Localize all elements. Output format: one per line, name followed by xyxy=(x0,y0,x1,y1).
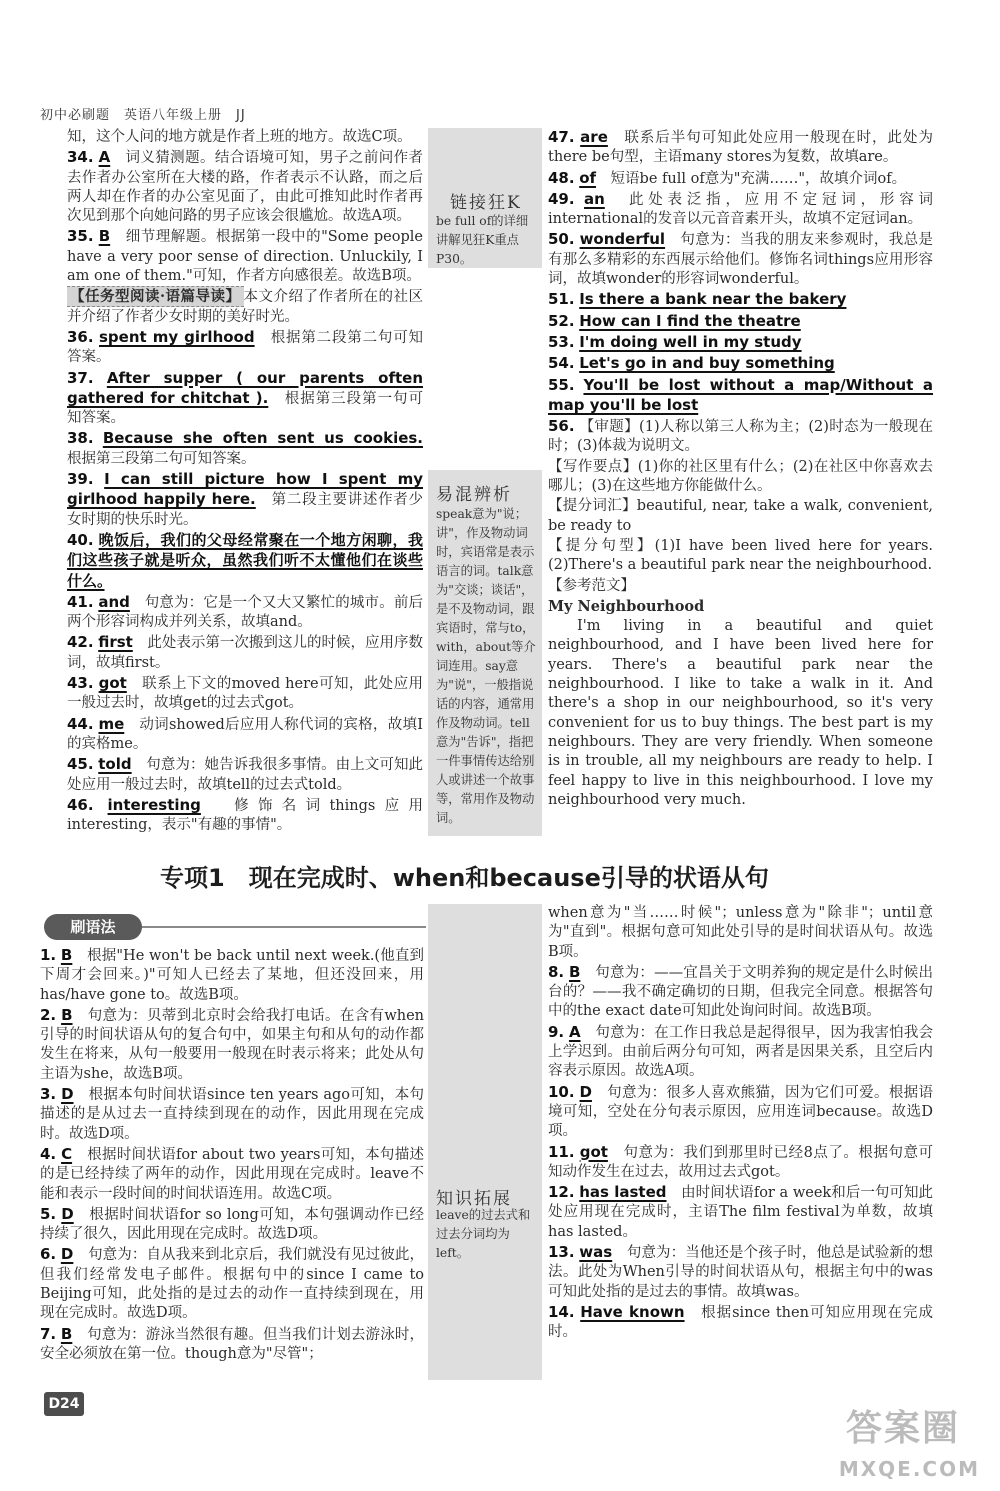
item-number: 12. xyxy=(548,1183,575,1202)
item-number: 54. xyxy=(548,354,575,373)
item-number: 6. xyxy=(40,1245,57,1264)
item-explanation: 句意为：她告诉我很多事情。由上文可知此处应用一般过去时，故填tell的过去式told。 xyxy=(67,757,424,793)
grammar-badge: 刷语法 xyxy=(44,914,142,940)
answer-item xyxy=(548,190,933,230)
item-explanation: 【参考范文】 xyxy=(548,577,635,594)
right-column-bottom xyxy=(548,904,933,1344)
item-number: 56. xyxy=(548,417,575,436)
page-header: 初中必刷题 英语八年级上册 JJ xyxy=(40,108,246,123)
item-answer: C xyxy=(61,1144,73,1163)
item-answer: me xyxy=(98,714,125,733)
answer-item xyxy=(67,755,423,795)
answer-item xyxy=(548,963,933,1022)
item-explanation: 知，这个人问的地方就是作者上班的地方。故选C项。 xyxy=(67,129,412,145)
item-answer: B xyxy=(60,1324,73,1343)
answer-item xyxy=(67,674,423,714)
item-number: 38. xyxy=(67,429,94,448)
item-explanation: 句意为：当我的朋友来参观时，我总是有那么多精彩的东西展示给他们。修饰名词things应用形容词，故填wonder的形容词wonderful。 xyxy=(548,232,934,288)
answer-item xyxy=(548,497,933,536)
item-number: 41. xyxy=(67,592,94,611)
item-number: 10. xyxy=(548,1082,575,1101)
item-explanation: 【提分词汇】beautiful, near, take a walk, convenient, be ready to xyxy=(548,498,933,534)
sidebar-extension xyxy=(428,904,542,1380)
item-answer: got xyxy=(98,674,127,693)
item-answer: first xyxy=(98,633,133,652)
item-answer: D xyxy=(579,1082,592,1101)
item-answer: wonderful xyxy=(579,230,666,249)
item-explanation: 根据本句时间状语since ten years ago可知，本句描述的是从过去一直持续到现在的动作，因此用现在完成时。故选D项。 xyxy=(40,1087,425,1142)
answer-item xyxy=(548,128,933,168)
answer-item xyxy=(67,328,423,368)
left-column-top xyxy=(67,128,423,836)
item-number: 49. xyxy=(548,189,575,208)
item-number: 5. xyxy=(40,1204,57,1223)
item-answer: A xyxy=(568,1022,581,1041)
item-number: 55. xyxy=(548,375,575,394)
item-number: 51. xyxy=(548,290,575,309)
item-explanation: 句意为：——宜昌关于文明养狗的规定是什么时候出台的？——我不确定确切的日期，但我完全同意。根据答句中的the exact date可知此处询问时间。故选B项。 xyxy=(548,964,934,1020)
answer-item xyxy=(548,1023,933,1082)
item-answer: 晚饭后，我们的父母经常聚在一个地方闲聊，我们这些孩子就是听众，虽然我们听不太懂他们在谈些什么。 xyxy=(67,530,423,590)
item-explanation: 根据时间状语for so long可知，本句强调动作已经持续了很久，因此用现在完成时。故选D项。 xyxy=(40,1206,425,1243)
sidebar-link-title: 链接狂K xyxy=(450,193,522,213)
item-answer: D xyxy=(60,1245,74,1264)
item-explanation: 句意为：我们到那里时已经8点了。根据句意可知动作发生在过去，故用过去式got。 xyxy=(548,1144,933,1180)
item-answer: D xyxy=(61,1085,74,1104)
essay-body: I'm living in a beautiful and quiet neighbourhood, and I have been lived here for years. There's a beautiful park near the neighbourhood. I like to take a walk in it. And there's a shop in our neighbourhood, so it's very convenient for us to buy things. The best part is my neighbours. They are very friendly. When someone is in trouble, all my neighbours are ready to help. I feel happy to live in this neighbourhood. I love my neighbourhood very much. xyxy=(548,618,933,808)
item-answer: B xyxy=(568,962,581,981)
item-answer: B xyxy=(98,227,111,246)
badge-divider xyxy=(142,926,426,928)
item-answer: got xyxy=(579,1142,608,1161)
item-answer: are xyxy=(580,128,608,146)
answer-item xyxy=(40,946,424,1005)
item-explanation: 根据"He won't be back until next week.(他直到下周才会回来。)"可知人已经去了某地，但还没回来，用has/have gone to。故选B项。 xyxy=(40,948,425,1003)
item-explanation: 【写作要点】(1)你的社区里有什么；(2)在社区中你喜欢去哪儿；(3)在这些地方你能做什么。 xyxy=(548,458,933,495)
item-explanation: 【提分句型】(1)I have been lived here for years. (2)There's a beautiful park near the neighbourhood. xyxy=(548,537,933,574)
item-number: 3. xyxy=(40,1085,57,1104)
page-number: D24 xyxy=(44,1392,84,1416)
item-answer: Is there a bank near the bakery xyxy=(579,290,847,309)
item-explanation: 根据时间状语for about two years可知，本句描述的是已经持续了两年的动作，因此用现在完成时。leave不能和表示一段时间的时间状语连用。故选C项。 xyxy=(40,1146,425,1202)
item-explanation: 句意为：很多人喜欢熊猫，因为它们可爱。根据语境可知，空处在分句表示原因，应用连词because。故选D项。 xyxy=(548,1084,933,1140)
item-number: 13. xyxy=(548,1243,575,1262)
answer-item xyxy=(548,1183,933,1242)
item-number: 43. xyxy=(67,674,94,693)
sidebar-confusables-text: speak意为"说；讲"，作及物动词时，宾语常是表示语言的词。talk意为"交谈；谈话"，是不及物动词，跟宾语时，常与to，with，about等介词连用。say意为"说"，一般指说话的内容，通常用作及物动词。tell意为"告诉"，指把一件事情传达给别人或讲述一个故事等，常用作及物动词。 xyxy=(436,507,536,825)
answer-item xyxy=(548,169,933,189)
item-explanation: 本文介绍了作者所在的社区并介绍了作者少女时期的美好时光。 xyxy=(67,289,423,325)
answer-item xyxy=(40,1085,424,1144)
answer-item xyxy=(548,458,933,497)
answer-item xyxy=(548,1303,933,1343)
item-number: 46. xyxy=(67,795,94,814)
item-number: 1. xyxy=(40,946,57,964)
item-answer: Because she often sent us cookies. xyxy=(102,429,424,448)
item-number: 53. xyxy=(548,332,575,351)
sidebar-extension-title: 知识拓展 xyxy=(436,1189,512,1209)
item-number: 4. xyxy=(40,1144,57,1163)
item-answer: has lasted xyxy=(579,1183,667,1202)
item-answer: I can still picture how I spent my girlhood happily here. xyxy=(67,470,423,509)
item-answer: and xyxy=(98,592,130,611)
answer-item xyxy=(67,148,423,226)
sidebar-extension-text: leave的过去式和过去分词均为left。 xyxy=(436,1208,531,1260)
item-answer: After supper ( our parents often gathered for chitchat ). xyxy=(67,368,424,407)
item-number: 9. xyxy=(548,1022,565,1041)
item-number: 48. xyxy=(548,168,575,187)
item-answer: Have known xyxy=(580,1302,685,1321)
item-answer: I'm doing well in my study xyxy=(579,332,802,351)
item-explanation: 句意为：游泳当然很有趣。但当我们计划去游泳时，安全必须放在第一位。though意为"尽管"； xyxy=(40,1326,425,1362)
answer-item xyxy=(548,417,933,457)
item-number: 52. xyxy=(548,311,575,330)
answer-item xyxy=(67,369,423,429)
item-number: 35. xyxy=(67,227,94,246)
item-answer: A xyxy=(98,148,111,167)
left-column-bottom xyxy=(40,946,424,1365)
answer-item xyxy=(548,904,933,962)
item-answer: spent my girlhood xyxy=(99,327,255,346)
answer-item xyxy=(40,1205,424,1245)
item-number: 36. xyxy=(67,327,94,346)
item-explanation: when意为"当……时候"；unless意为"除非"；until意为"直到"。根据句意可知此处引导的是时间状语从句。故选B项。 xyxy=(548,905,933,960)
item-explanation: 细节理解题。根据第一段中的"Some people have a very poor sense of direction. Unluckily, I am one of them."可知，作者方向感很差。故选B项。 xyxy=(67,229,423,285)
item-explanation: 根据第二段第二句可知答案。 xyxy=(67,329,424,366)
answer-item xyxy=(548,537,933,576)
item-explanation: 此处表示第一次搬到这儿的时候，应用序数词，故填first。 xyxy=(67,635,424,671)
sidebar-confusables-title: 易混辨析 xyxy=(436,485,512,505)
item-answer: an xyxy=(584,189,605,208)
answer-item xyxy=(67,715,423,755)
item-explanation: 句意为：当他还是个孩子时，他总是试验新的想法。此处为When引导的时间状语从句，根据主句中的was可知此处指的是过去的事情。故填was。 xyxy=(548,1245,934,1300)
item-answer: of xyxy=(579,168,597,187)
item-explanation: 此处表泛指，应用不定冠词，形容词international的发音以元音音素开头，故填不定冠词an。 xyxy=(548,191,934,228)
answer-item xyxy=(548,333,933,353)
answer-item xyxy=(548,1143,933,1183)
item-explanation: 根据since then可知应用现在完成时。 xyxy=(548,1304,933,1341)
sidebar-link-text: be full of的详细讲解见狂K重点P30。 xyxy=(436,214,529,266)
answer-item xyxy=(40,1325,424,1365)
answer-item xyxy=(548,230,933,289)
right-column-top xyxy=(548,128,933,811)
answer-item xyxy=(67,633,423,673)
item-explanation: 短语be full of意为"充满……"，故填介词of。 xyxy=(610,170,907,187)
answer-item xyxy=(548,577,933,596)
item-explanation: 修饰名词things应用interesting，表示"有趣的事情"。 xyxy=(67,797,424,834)
item-explanation: 由时间状语for a week和后一句可知此处应用现在完成时，主语The film festival为单数，故填has lasted。 xyxy=(548,1185,934,1240)
item-answer: How can I find the theatre xyxy=(579,311,801,330)
answer-item xyxy=(548,354,933,374)
item-number: 47. xyxy=(548,128,575,146)
item-explanation: 联系上下文的moved here可知，此处应用一般过去时，故填get的过去式got。 xyxy=(67,676,424,712)
item-number: 44. xyxy=(67,714,94,733)
answer-item xyxy=(67,470,423,530)
watermark-site: 答案圈 xyxy=(845,1408,960,1449)
item-explanation: 第二段主要讲述作者少女时期的快乐时光。 xyxy=(67,492,423,528)
watermark-url: MXQE.COM xyxy=(838,1457,980,1481)
answer-item xyxy=(548,376,933,417)
item-answer: told xyxy=(98,755,132,774)
item-number: 34. xyxy=(67,148,94,167)
item-number: 50. xyxy=(548,230,575,249)
item-number: 37. xyxy=(67,368,94,387)
item-number: 39. xyxy=(67,470,94,489)
passage-guide-banner: 【任务型阅读·语篇导读】 xyxy=(67,286,244,307)
item-number: 40. xyxy=(67,530,94,549)
item-explanation: 词义猜测题。结合语境可知，男子之前问作者去作者办公室所在大楼的路，作者表示不认路，而之后两人却在作者的办公室见面了，由此可推知此时作者再次见到那个向她问路的男子应该会很尴尬。故选A项。 xyxy=(67,150,424,225)
section-title: 专项1 现在完成时、when和because引导的状语从句 xyxy=(160,864,769,892)
item-number: 45. xyxy=(67,755,94,774)
answer-item xyxy=(67,796,423,836)
item-answer: B xyxy=(61,1005,73,1024)
answer-item xyxy=(548,312,933,332)
item-explanation: 句意为：在工作日我总是起得很早，因为我害怕我会上学迟到。由前后两分句可知，两者是因果关系，且空后内容表示原因。故选A项。 xyxy=(548,1024,934,1080)
item-explanation: 根据第三段第二句可知答案。 xyxy=(67,450,256,467)
item-number: 42. xyxy=(67,633,94,652)
item-number: 11. xyxy=(548,1142,575,1161)
answer-item xyxy=(67,128,423,147)
item-explanation: 句意为：贝蒂到北京时会给我打电话。在含有when引导的时间状语从句的复合句中，如果主句和从句的动作都发生在将来，从句一般要用一般现在时表示将来；此处从句主语为she，故选B项。 xyxy=(40,1007,425,1082)
item-number: 7. xyxy=(40,1324,57,1343)
item-answer: interesting xyxy=(107,795,201,814)
item-answer: was xyxy=(579,1243,613,1262)
item-explanation: 动词showed后应用人称代词的宾格，故填I的宾格me。 xyxy=(67,716,424,752)
answer-item xyxy=(40,1006,424,1084)
answer-item xyxy=(67,531,423,592)
item-answer: D xyxy=(61,1204,74,1223)
item-answer: Let's go in and buy something xyxy=(579,354,835,373)
item-number: 2. xyxy=(40,1005,57,1024)
answer-item xyxy=(40,1145,424,1204)
item-explanation: 句意为：它是一个又大又繁忙的城市。前后两个形容词构成并列关系，故填and。 xyxy=(67,594,424,631)
item-explanation: 句意为：自从我来到北京后，我们就没有见过彼此，但我们经常发电子邮件。根据句中的since I came to Beijing可知，此处指的是过去的动作一直持续到现在，用现在完成时。故选D项。 xyxy=(40,1247,425,1322)
item-number: 14. xyxy=(548,1302,575,1321)
essay-title: My Neighbourhood xyxy=(548,597,705,615)
item-explanation: 根据第三段第一句可知答案。 xyxy=(67,390,424,427)
item-answer: B xyxy=(60,946,73,964)
item-explanation: 联系后半句可知此处应用一般现在时，此处为there be句型，主语many stores为复数，故填are。 xyxy=(548,130,934,166)
answer-item xyxy=(548,1243,933,1302)
item-explanation: 【审题】(1)人称以第三人称为主；(2)时态为一般现在时；(3)体裁为说明文。 xyxy=(548,419,933,455)
answer-item xyxy=(40,1245,424,1323)
item-number: 8. xyxy=(548,962,565,981)
item-answer: You'll be lost without a map/Without a map you'll be lost xyxy=(548,375,934,414)
answer-item xyxy=(548,1083,933,1142)
answer-item xyxy=(67,593,423,633)
answer-item xyxy=(67,429,423,469)
answer-item xyxy=(548,290,933,310)
answer-item xyxy=(67,227,423,286)
answer-item xyxy=(67,287,423,327)
